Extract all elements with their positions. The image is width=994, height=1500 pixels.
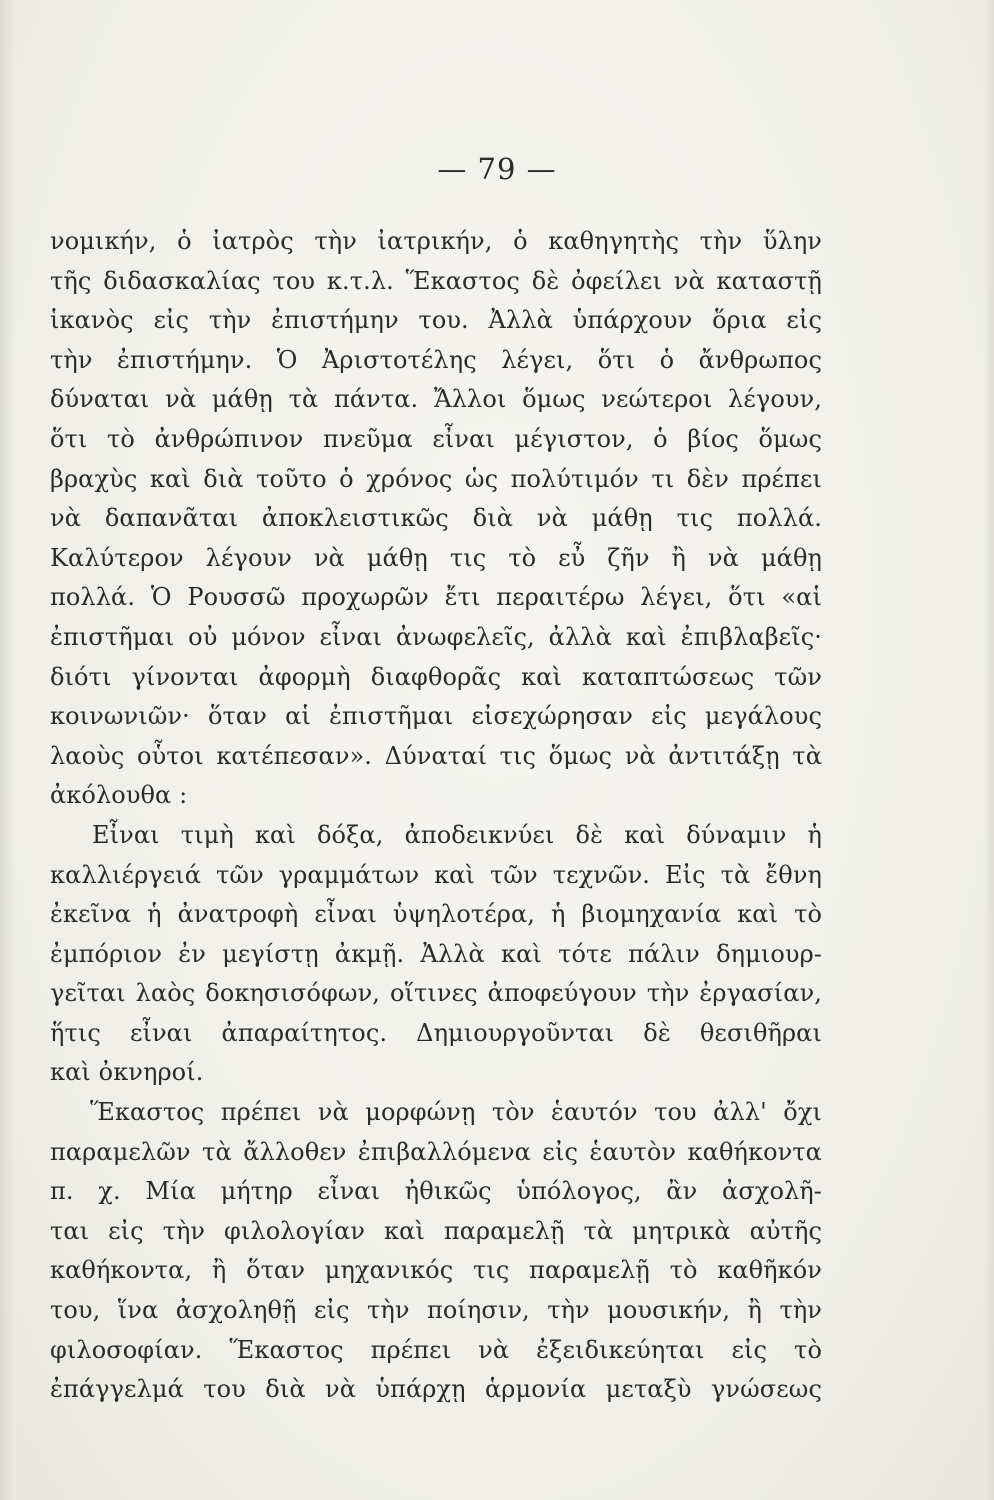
text-line: ἀκόλουθα :	[50, 781, 188, 810]
page-left-edge	[0, 0, 14, 1500]
text-line: ἐκεῖνα ἡ ἀνατροφὴ εἶναι ὑψηλοτέρα, ἡ βιομηχανία καὶ τὸ	[50, 900, 822, 929]
text-line: καλλιέργειά τῶν γραμμάτων καὶ τῶν τεχνῶν. Εἰς τὰ ἔθνη	[50, 860, 822, 889]
paragraph-first-line: Ἕκαστος πρέπει νὰ μορφώνῃ τὸν ἑαυτόν του ἀλλ' ὄχι	[90, 1098, 822, 1127]
text-line: ἐπάγγελμά του διὰ νὰ ὑπάρχῃ ἁρμονία μεταξὺ γνώσεως	[50, 1375, 822, 1404]
page-number: — 79 —	[437, 152, 557, 186]
text-line: φιλοσοφίαν. Ἕκαστος πρέπει νὰ ἐξειδικεύηται εἰς τὸ	[50, 1335, 822, 1364]
text-line: κοινωνιῶν· ὅταν αἱ ἐπιστῆμαι εἰσεχώρησαν εἰς μεγάλους	[50, 702, 822, 731]
text-line: Καλύτερον λέγουν νὰ μάθῃ τις τὸ εὖ ζῆν ἢ νὰ μάθῃ	[50, 543, 822, 572]
text-line: ἐμπόριον ἐν μεγίστῃ ἀκμῇ. Ἀλλὰ καὶ τότε πάλιν δημιουρ-	[50, 939, 822, 968]
text-line: παραμελῶν τὰ ἄλλοθεν ἐπιβαλλόμενα εἰς ἑαυτὸν καθήκοντα	[50, 1137, 822, 1166]
text-line: καὶ ὀκνηροί.	[50, 1058, 204, 1087]
paragraph-first-line: Εἶναι τιμὴ καὶ δόξα, ἀποδεικνύει δὲ καὶ δύναμιν ἡ	[92, 820, 822, 849]
text-line: π. χ. Μία μήτηρ εἶναι ἠθικῶς ὑπόλογος, ἂν ἀσχολῆ-	[50, 1177, 822, 1206]
text-line: ἥτις εἶναι ἀπαραίτητος. Δημιουργοῦνται δὲ θεσιθῆραι	[50, 1018, 822, 1047]
body-text	[50, 222, 822, 1410]
text-line: καθήκοντα, ἢ ὅταν μηχανικός τις παραμελῇ τὸ καθῆκόν	[50, 1256, 822, 1285]
text-line: ἐπιστῆμαι οὐ μόνον εἶναι ἀνωφελεῖς, ἀλλὰ καὶ ἐπιβλαβεῖς·	[50, 622, 822, 651]
text-line: βραχὺς καὶ διὰ τοῦτο ὁ χρόνος ὡς πολύτιμόν τι δὲν πρέπει	[50, 464, 822, 493]
text-line: τὴν ἐπιστήμην. Ὁ Ἀριστοτέλης λέγει, ὅτι ὁ ἄνθρωπος	[50, 345, 822, 374]
text-line: τῆς διδασκαλίας του κ.τ.λ. Ἕκαστος δὲ ὀφείλει νὰ καταστῇ	[50, 266, 822, 295]
text-line: γεῖται λαὸς δοκησισόφων, οἵτινες ἀποφεύγουν τὴν ἐργασίαν,	[50, 979, 822, 1008]
page-right-edge	[984, 0, 994, 1500]
text-line: δύναται νὰ μάθῃ τὰ πάντα. Ἄλλοι ὅμως νεώτεροι λέγουν,	[50, 385, 822, 414]
text-line: πολλά. Ὁ Ρουσσῶ προχωρῶν ἔτι περαιτέρω λέγει, ὅτι «αἱ	[50, 583, 822, 612]
text-line: διότι γίνονται ἀφορμὴ διαφθορᾶς καὶ καταπτώσεως τῶν	[50, 662, 822, 691]
text-line: ἱκανὸς εἰς τὴν ἐπιστήμην του. Ἀλλὰ ὑπάρχουν ὅρια εἰς	[50, 306, 822, 335]
text-line: νομικήν, ὁ ἰατρὸς τὴν ἰατρικήν, ὁ καθηγητὴς τὴν ὕλην	[50, 227, 822, 255]
text-line: ὅτι τὸ ἀνθρώπινον πνεῦμα εἶναι μέγιστον, ὁ βίος ὅμως	[50, 424, 822, 453]
text-line: νὰ δαπανᾶται ἀποκλειστικῶς διὰ νὰ μάθῃ τις πολλά.	[50, 504, 822, 533]
text-line: του, ἵνα ἀσχοληθῇ εἰς τὴν ποίησιν, τὴν μουσικήν, ἢ τὴν	[50, 1296, 822, 1325]
text-line: ται εἰς τὴν φιλολογίαν καὶ παραμελῇ τὰ μητρικὰ αὐτῆς	[50, 1216, 822, 1245]
text-line: λαοὺς οὗτοι κατέπεσαν». Δύναταί τις ὅμως νὰ ἀντιτάξῃ τὰ	[50, 741, 822, 770]
